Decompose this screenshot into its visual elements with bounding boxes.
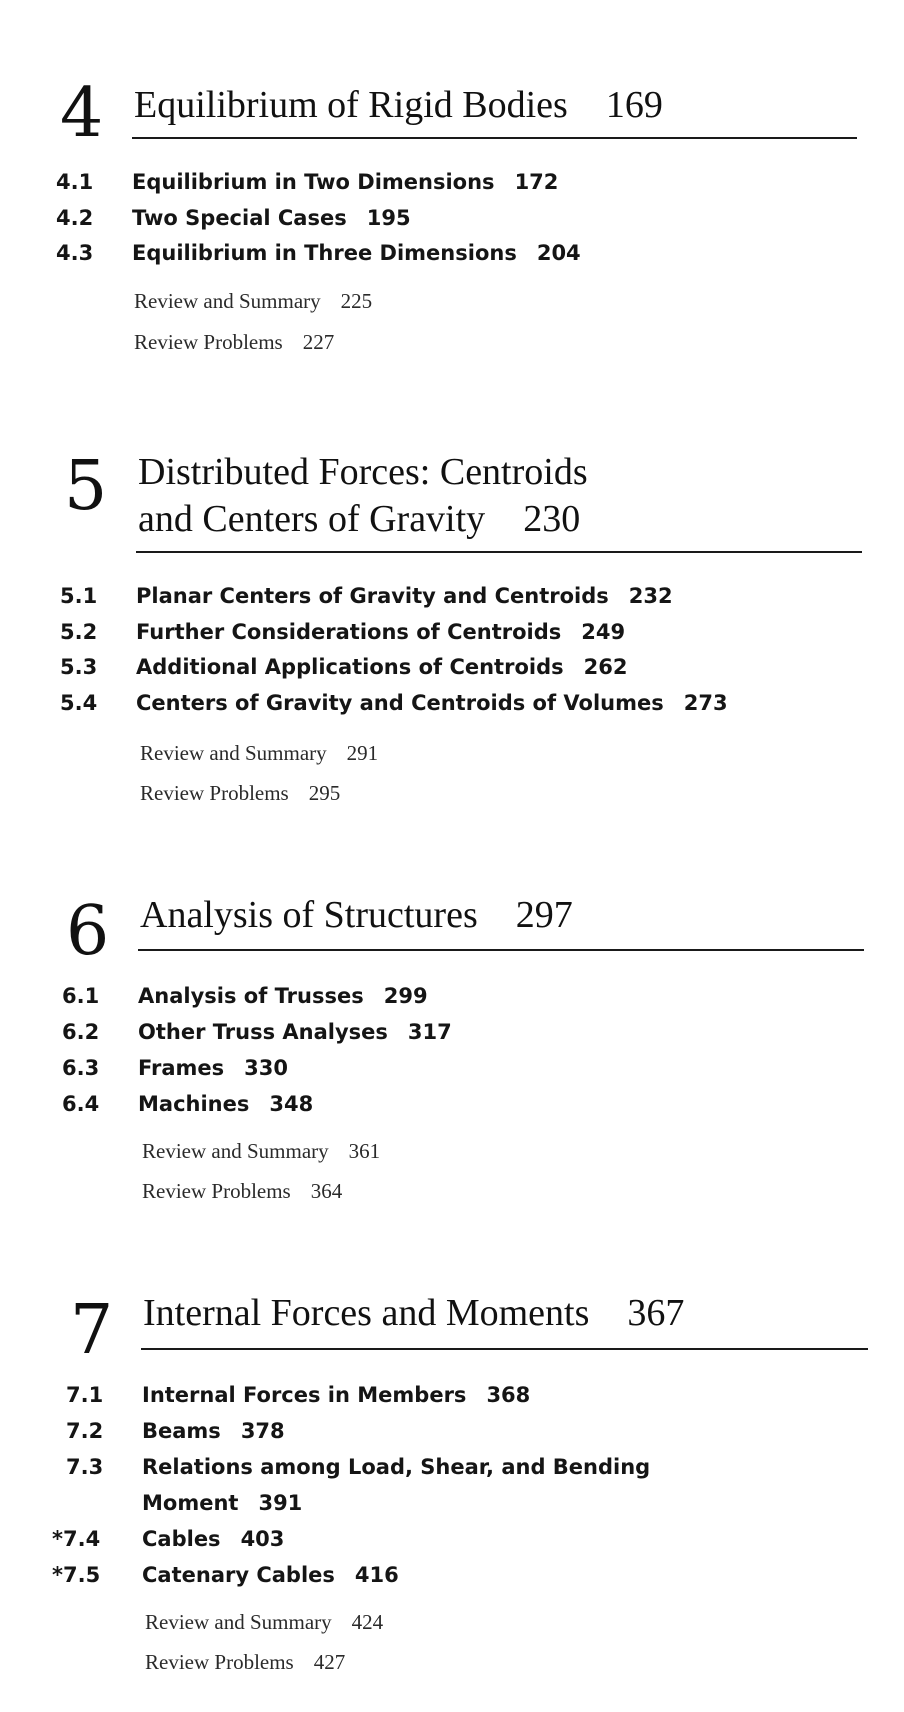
section-title: Internal Forces in Members 368 — [142, 1383, 531, 1407]
section-title-line-2: Moment 391 — [142, 1491, 303, 1515]
chapter-rule — [136, 551, 862, 553]
chapter-page: 169 — [605, 84, 663, 126]
section-title: Equilibrium in Three Dimensions 204 — [132, 241, 581, 265]
chapter-page: 230 — [523, 498, 581, 540]
review-and-summary[interactable]: Review and Summary 225 — [134, 289, 373, 313]
chapter-rule — [141, 1348, 868, 1350]
chapter-page: 367 — [627, 1292, 685, 1334]
section-number: 7.2 — [66, 1419, 104, 1443]
section-page: 416 — [354, 1563, 399, 1587]
chapter-number: 7 — [70, 1291, 114, 1370]
section-page: 172 — [514, 170, 559, 194]
section-title: Equilibrium in Two Dimensions 172 — [132, 170, 559, 194]
section-title: Beams 378 — [142, 1419, 285, 1443]
review-problems[interactable]: Review Problems 427 — [145, 1650, 346, 1674]
section-page: 232 — [628, 584, 673, 608]
chapter-rule — [138, 949, 864, 951]
review-problems[interactable]: Review Problems 295 — [140, 781, 341, 805]
section-number: 4.2 — [56, 206, 94, 230]
section-title: Planar Centers of Gravity and Centroids 232 — [136, 584, 673, 608]
section-title: Other Truss Analyses 317 — [138, 1020, 452, 1044]
section-title: Additional Applications of Centroids 262 — [136, 655, 628, 679]
section-entry[interactable] — [66, 1454, 826, 1516]
section-page: 368 — [486, 1383, 531, 1407]
section-number: 7.1 — [66, 1383, 104, 1407]
review-page: 227 — [302, 330, 335, 354]
chapter-title-text: Internal Forces and Moments — [143, 1292, 590, 1334]
review-page: 291 — [346, 741, 379, 765]
review-and-summary[interactable]: Review and Summary 424 — [145, 1610, 384, 1634]
chapter-title[interactable] — [140, 892, 573, 939]
section-page: 195 — [366, 206, 411, 230]
section-number: *7.4 — [52, 1527, 101, 1551]
section-title: Machines 348 — [138, 1092, 314, 1116]
chapter-title-line-2: and Centers of Gravity 230 — [138, 498, 581, 540]
section-number: 6.1 — [62, 984, 100, 1008]
chapter-title[interactable] — [138, 449, 588, 543]
section-title: Two Special Cases 195 — [132, 206, 411, 230]
section-number: 5.1 — [60, 584, 98, 608]
section-title — [142, 1454, 782, 1516]
section-number: 5.3 — [60, 655, 98, 679]
review-problems[interactable]: Review Problems 364 — [142, 1179, 343, 1203]
section-page: 317 — [407, 1020, 452, 1044]
chapter-rule — [132, 137, 857, 139]
section-number: *7.5 — [52, 1563, 101, 1587]
review-page: 427 — [313, 1650, 346, 1674]
section-title: Catenary Cables 416 — [142, 1563, 399, 1587]
section-page: 403 — [240, 1527, 285, 1551]
review-and-summary[interactable]: Review and Summary 361 — [142, 1139, 381, 1163]
section-page: 348 — [269, 1092, 314, 1116]
section-page: 330 — [244, 1056, 288, 1080]
section-title-line-1: Relations among Load, Shear, and Bending — [142, 1455, 651, 1479]
section-title: Analysis of Trusses 299 — [138, 984, 428, 1008]
section-title: Cables 403 — [142, 1527, 285, 1551]
section-page: 273 — [683, 691, 728, 715]
chapter-number: 5 — [64, 447, 108, 526]
review-page: 225 — [340, 289, 373, 313]
section-title: Further Considerations of Centroids 249 — [136, 620, 626, 644]
chapter-title-line-1: Distributed Forces: Centroids — [138, 451, 588, 493]
section-number: 4.3 — [56, 241, 94, 265]
section-number: 5.2 — [60, 620, 98, 644]
section-page: 204 — [536, 241, 581, 265]
review-page: 424 — [351, 1610, 384, 1634]
section-number: 6.3 — [62, 1056, 100, 1080]
chapter-title-text: Analysis of Structures — [140, 894, 478, 936]
review-page: 364 — [310, 1179, 343, 1203]
chapter-number: 6 — [66, 892, 110, 971]
review-page: 361 — [348, 1139, 381, 1163]
section-number: 4.1 — [56, 170, 94, 194]
section-page: 299 — [383, 984, 428, 1008]
section-page: 249 — [581, 620, 626, 644]
chapter-page: 297 — [515, 894, 573, 936]
section-title: Centers of Gravity and Centroids of Volumes 273 — [136, 691, 728, 715]
section-number: 6.2 — [62, 1020, 100, 1044]
chapter-title[interactable] — [143, 1290, 684, 1337]
section-page: 391 — [258, 1491, 303, 1515]
review-problems[interactable]: Review Problems 227 — [134, 330, 335, 354]
review-and-summary[interactable]: Review and Summary 291 — [140, 741, 379, 765]
section-number: 5.4 — [60, 691, 98, 715]
section-page: 378 — [240, 1419, 285, 1443]
section-number: 7.3 — [66, 1455, 104, 1479]
chapter-title[interactable] — [134, 82, 663, 129]
section-page: 262 — [583, 655, 628, 679]
chapter-number: 4 — [60, 74, 104, 153]
chapter-title-text: Equilibrium of Rigid Bodies — [134, 84, 568, 126]
section-title: Frames 330 — [138, 1056, 288, 1080]
review-page: 295 — [308, 781, 341, 805]
section-number: 6.4 — [62, 1092, 100, 1116]
